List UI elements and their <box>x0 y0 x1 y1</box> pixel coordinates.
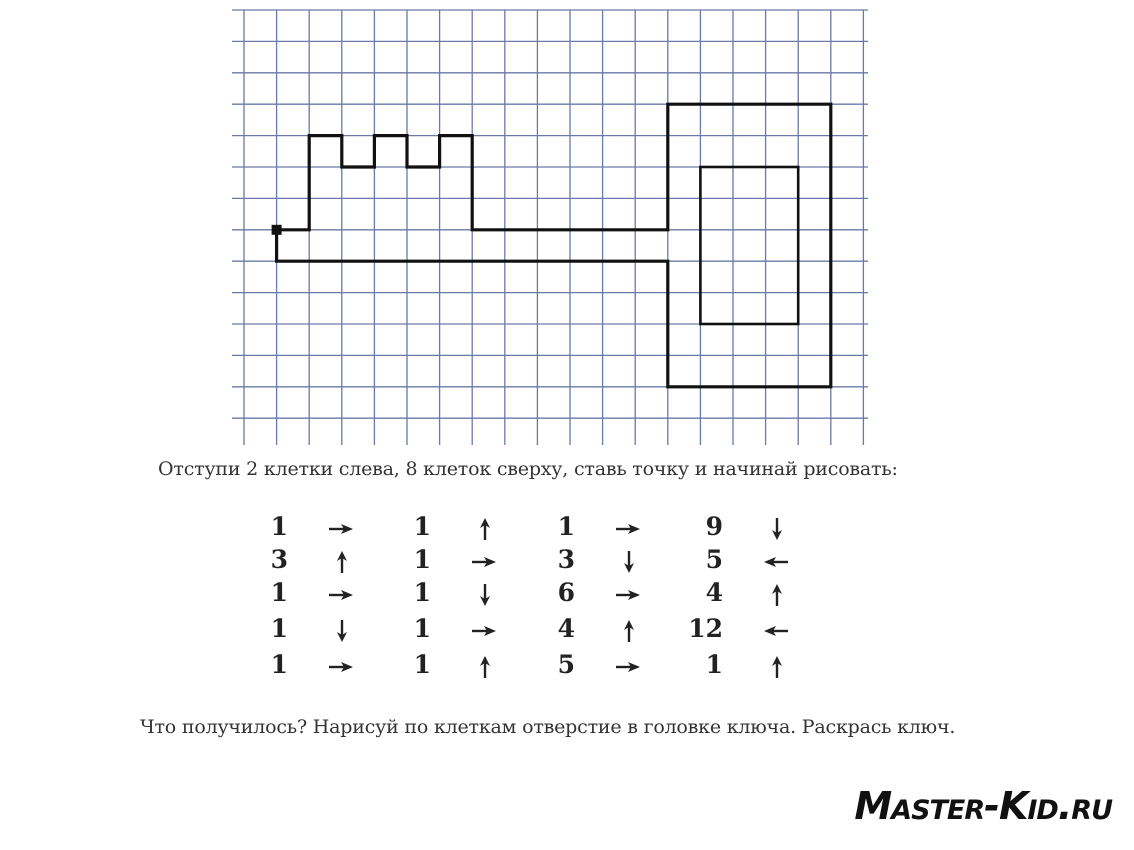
arrow-down-icon <box>477 583 493 607</box>
step-count: 3 <box>557 545 575 574</box>
step-count: 1 <box>270 578 288 607</box>
arrow-left-icon <box>763 623 789 639</box>
step-count: 5 <box>705 545 723 574</box>
dictation-step <box>250 545 350 579</box>
step-count: 12 <box>688 614 723 643</box>
arrow-right-icon <box>471 554 497 570</box>
arrow-right-icon <box>471 623 497 639</box>
arrow-up-icon <box>477 517 493 541</box>
dictation-step <box>685 512 785 546</box>
arrow-down-icon <box>334 619 350 643</box>
dictation-step <box>537 512 637 546</box>
step-count: 6 <box>557 578 575 607</box>
step-count: 1 <box>270 614 288 643</box>
dictation-step <box>393 545 493 579</box>
step-count: 1 <box>705 650 723 679</box>
dictation-step <box>537 578 637 612</box>
arrow-down-icon <box>621 550 637 574</box>
arrow-right-icon <box>328 587 354 603</box>
arrow-right-icon <box>328 521 354 537</box>
dictation-step <box>685 545 785 579</box>
arrow-right-icon <box>615 659 641 675</box>
arrow-right-icon <box>615 587 641 603</box>
step-count: 1 <box>413 512 431 541</box>
key-outline <box>277 104 831 387</box>
dictation-step <box>537 545 637 579</box>
step-count: 4 <box>557 614 575 643</box>
step-count: 1 <box>413 650 431 679</box>
question-text: Что получилось? Нарисуй по клеткам отверстие в головке ключа. Раскрась ключ. <box>140 716 956 738</box>
dictation-step <box>537 650 637 684</box>
arrow-up-icon <box>769 583 785 607</box>
step-count: 3 <box>270 545 288 574</box>
dictation-step <box>685 578 785 612</box>
step-count: 1 <box>413 614 431 643</box>
step-count: 1 <box>557 512 575 541</box>
step-count: 1 <box>270 512 288 541</box>
dictation-step <box>393 512 493 546</box>
instruction-text: Отступи 2 клетки слева, 8 клеток сверху, ставь точку и начинай рисовать: <box>158 458 898 480</box>
dictation-step <box>685 614 785 648</box>
arrow-left-icon <box>763 554 789 570</box>
dictation-step <box>393 614 493 648</box>
step-count: 4 <box>705 578 723 607</box>
key-hole <box>700 167 798 324</box>
dictation-step <box>250 578 350 612</box>
arrow-right-icon <box>615 521 641 537</box>
dictation-step <box>250 614 350 648</box>
dictation-step <box>250 512 350 546</box>
arrow-up-icon <box>477 655 493 679</box>
dictation-step <box>685 650 785 684</box>
start-dot <box>272 225 282 235</box>
dictation-step <box>250 650 350 684</box>
arrow-up-icon <box>334 550 350 574</box>
step-count: 1 <box>270 650 288 679</box>
dictation-step <box>393 578 493 612</box>
step-count: 1 <box>413 578 431 607</box>
dictation-step <box>393 650 493 684</box>
arrow-down-icon <box>769 517 785 541</box>
step-count: 9 <box>705 512 723 541</box>
arrow-up-icon <box>621 619 637 643</box>
arrow-right-icon <box>328 659 354 675</box>
brand-logo: Master-Kid.ru <box>854 784 1112 828</box>
step-count: 1 <box>413 545 431 574</box>
step-count: 5 <box>557 650 575 679</box>
dictation-step <box>537 614 637 648</box>
arrow-up-icon <box>769 655 785 679</box>
